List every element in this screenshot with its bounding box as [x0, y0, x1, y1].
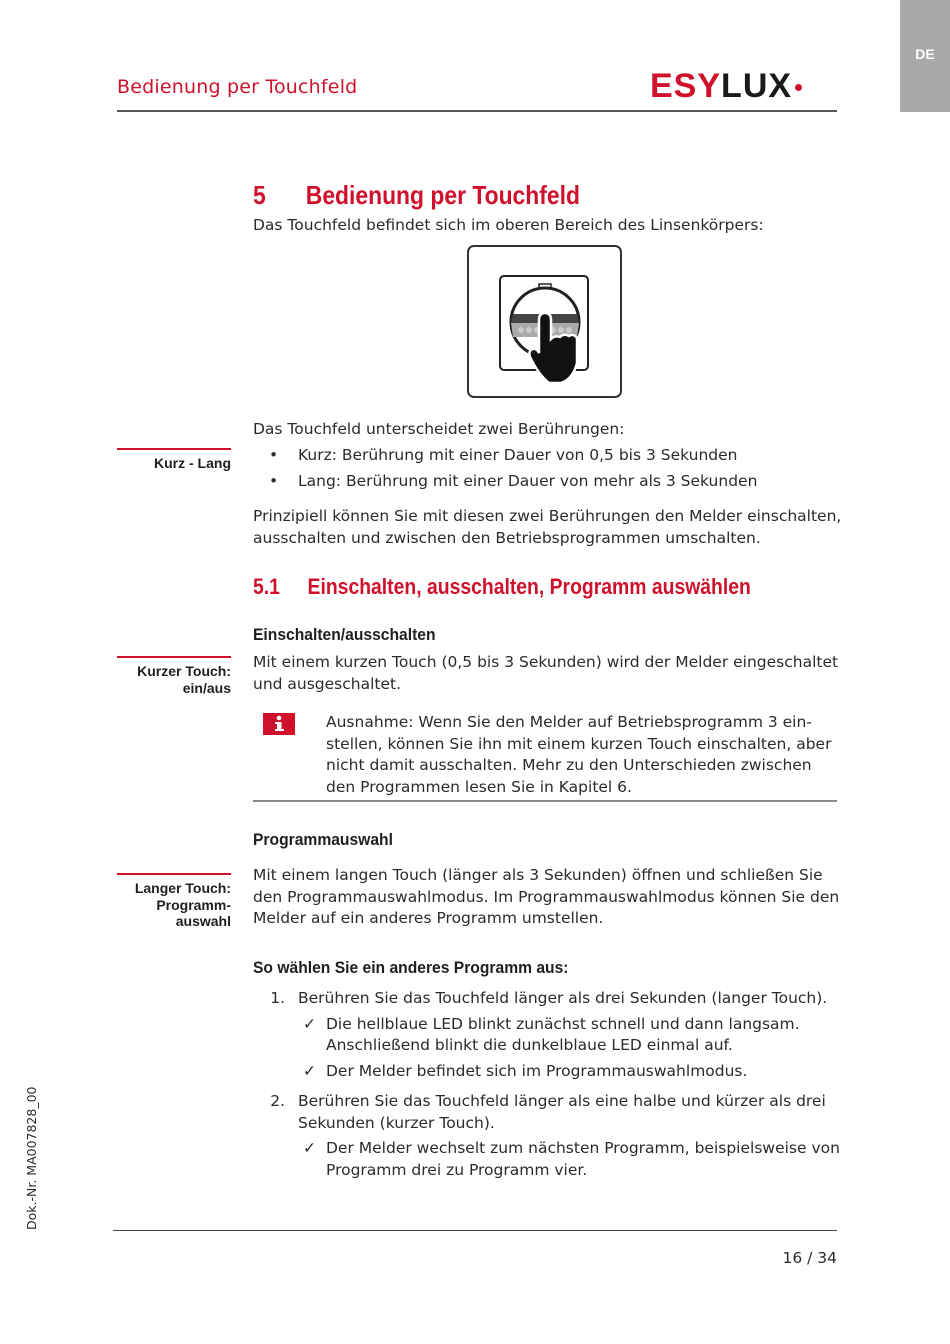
paragraph-line: Prinzipiell können Sie mit diesen zwei Berührungen den Melder einschalten,: [253, 507, 842, 525]
margin-note-kurz-lang: Kurz - Lang: [117, 448, 231, 472]
check-mark-icon: ✓: [303, 1139, 316, 1157]
hand-touch-icon: [469, 247, 620, 396]
step-number: 1.: [270, 989, 285, 1007]
language-tab-label: DE: [915, 46, 935, 62]
margin-note-line: auswahl: [175, 913, 231, 929]
list-item: [253, 1061, 843, 1083]
info-note-text: [326, 712, 831, 798]
logo-text-red: ESY: [650, 66, 722, 105]
subsection-number: 5.1: [253, 574, 280, 599]
step-number: 2.: [270, 1092, 285, 1110]
margin-note-langer-touch: [117, 873, 231, 930]
step-result: Der Melder befindet sich im Programmauswahlmodus.: [326, 1061, 748, 1080]
sub-heading-programmauswahl: Programmauswahl: [253, 830, 393, 849]
margin-note-line: Langer Touch:: [134, 880, 231, 896]
header-rule: [117, 110, 837, 112]
step-result: [326, 1138, 840, 1181]
esylux-logo: [650, 66, 802, 105]
document-number: Dok.-Nr. MA007828_00: [24, 1086, 39, 1230]
paragraph-line: den Programmauswahlmodus. Im Programmauswahlmodus können Sie den: [253, 887, 840, 906]
bullet-text: Lang: Berührung mit einer Dauer von mehr als 3 Sekunden: [298, 471, 758, 490]
result-line: Die hellblaue LED blinkt zunächst schnell und dann langsam.: [326, 1014, 800, 1033]
paragraph-line: und ausgeschaltet.: [253, 674, 402, 693]
section-intro: Das Touchfeld befindet sich im oberen Bereich des Linsenkörpers:: [253, 216, 764, 234]
touch-intro: Das Touchfeld unterscheidet zwei Berührungen:: [253, 420, 625, 438]
check-mark-icon: ✓: [303, 1061, 316, 1080]
margin-note-kurzer-touch: [117, 656, 231, 696]
step-result: [326, 1014, 800, 1057]
info-line: stellen, können Sie ihn mit einem kurzen Touch einschalten, aber: [326, 734, 832, 753]
result-line: Programm drei zu Programm vier.: [326, 1160, 588, 1179]
margin-note-line: ein/aus: [182, 679, 231, 696]
subsection-heading: [253, 574, 751, 600]
programmauswahl-paragraph: [253, 865, 839, 930]
list-item: [253, 988, 843, 1010]
info-line: nicht damit ausschalten. Mehr zu den Unterschieden zwischen: [326, 756, 812, 774]
margin-note-line: Programm-: [156, 896, 231, 913]
result-line: Der Melder wechselt zum nächsten Programm, beispielsweise von: [326, 1139, 840, 1157]
result-line: Anschließend blinkt die dunkelblaue LED einmal auf.: [326, 1036, 733, 1054]
list-item: [253, 1091, 843, 1134]
logo-dot: [795, 84, 802, 91]
running-header-title: Bedienung per Touchfeld: [117, 76, 358, 98]
list-item: [253, 445, 843, 467]
bullet-text: Kurz: Berührung mit einer Dauer von 0,5 bis 3 Sekunden: [298, 446, 738, 464]
principle-paragraph: [253, 506, 841, 549]
paragraph-line: ausschalten und zwischen den Betriebsprogrammen umschalten.: [253, 528, 761, 547]
bullet-dot: •: [269, 446, 279, 464]
sub-heading-steps: So wählen Sie ein anderes Programm aus:: [253, 958, 569, 977]
touchfield-illustration: [467, 245, 622, 398]
info-icon: [263, 713, 295, 735]
paragraph-line: Mit einem kurzen Touch (0,5 bis 3 Sekunden) wird der Melder eingeschaltet: [253, 653, 839, 671]
paragraph-line: Mit einem langen Touch (länger als 3 Sekunden) öffnen und schließen Sie: [253, 866, 823, 884]
bullet-dot: •: [269, 471, 279, 490]
sub-heading-einschalten: Einschalten/ausschalten: [253, 625, 436, 644]
footer-rule: [113, 1230, 837, 1231]
section-heading: [253, 180, 580, 211]
paragraph-line: Melder auf ein anderes Programm umstellen.: [253, 909, 604, 927]
check-mark-icon: ✓: [303, 1014, 316, 1033]
info-line: den Programmen lesen Sie in Kapitel 6.: [326, 777, 632, 796]
step-text: Berühren Sie das Touchfeld länger als drei Sekunden (langer Touch).: [298, 989, 828, 1007]
page-number: 16 / 34: [782, 1249, 837, 1267]
section-number: 5: [253, 180, 266, 210]
section-title: Bedienung per Touchfeld: [305, 180, 580, 210]
touch-bullet-list: [253, 445, 843, 492]
list-item: [253, 1138, 843, 1181]
logo-text-black: LUX: [721, 66, 793, 105]
info-line: Ausnahme: Wenn Sie den Melder auf Betriebsprogramm 3 ein-: [326, 713, 812, 731]
list-item: [253, 1014, 843, 1057]
list-item: [253, 471, 843, 493]
steps-list: [253, 988, 843, 1181]
margin-note-line: Kurzer Touch:: [137, 663, 231, 679]
subsection-title: Einschalten, ausschalten, Programm auswählen: [307, 574, 751, 599]
step-line: Sekunden (kurzer Touch).: [298, 1113, 495, 1132]
einschalten-paragraph: [253, 652, 838, 695]
step-line: Berühren Sie das Touchfeld länger als eine halbe und kürzer als drei: [298, 1092, 826, 1110]
language-tab: [900, 0, 950, 112]
step-text: [298, 1091, 826, 1134]
info-divider: [253, 800, 837, 802]
